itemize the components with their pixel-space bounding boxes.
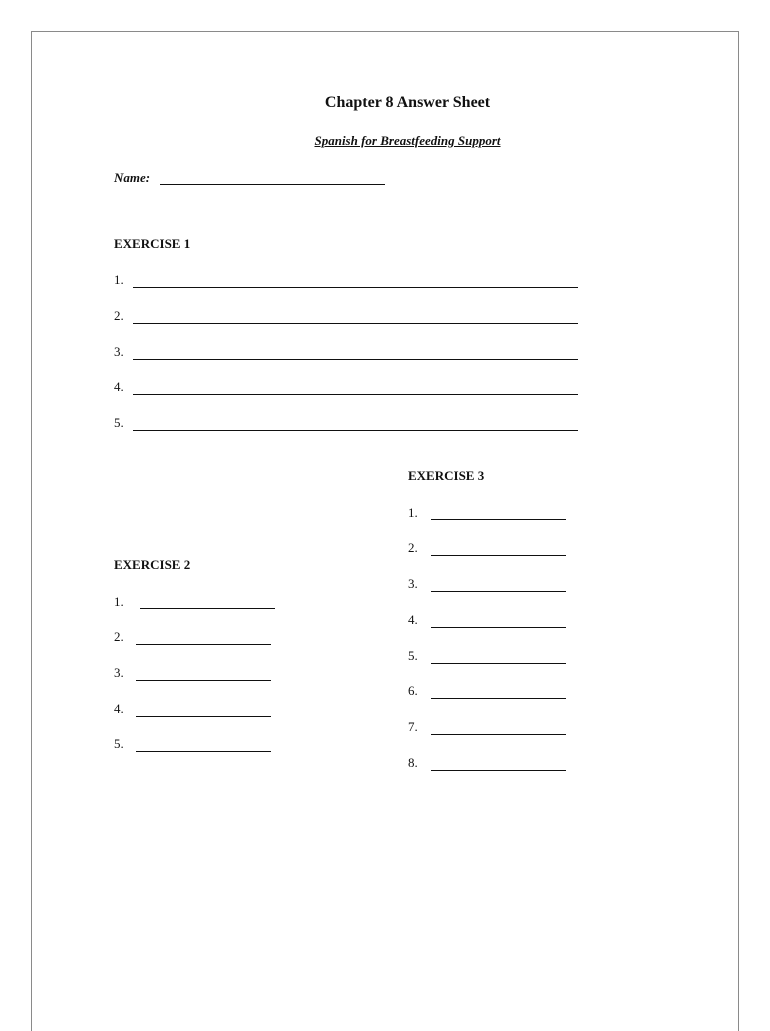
exercise-3-answer-line[interactable] xyxy=(431,627,566,628)
exercise-3-item-number: 4. xyxy=(408,612,418,627)
exercise-3-item-number: 1. xyxy=(408,505,418,520)
exercise-3-answer-line[interactable] xyxy=(431,770,566,771)
exercise-3-item-number: 2. xyxy=(408,540,418,555)
exercise-3-answer-line[interactable] xyxy=(431,734,566,735)
exercise-3-answer-line[interactable] xyxy=(431,591,566,592)
exercise-3-item-number: 3. xyxy=(408,576,418,591)
exercise-3-item-number: 6. xyxy=(408,683,418,698)
exercise-3-heading: EXERCISE 3 xyxy=(408,468,485,483)
exercise-3-item-number: 5. xyxy=(408,648,418,663)
exercise-3-answer-line[interactable] xyxy=(431,519,566,520)
exercise-2-item-number: 5. xyxy=(114,736,124,751)
exercise-1-heading: EXERCISE 1 xyxy=(114,236,191,251)
exercise-2-item-number: 3. xyxy=(114,665,124,680)
exercise-2-heading: EXERCISE 2 xyxy=(114,557,191,572)
exercise-3-answer-line[interactable] xyxy=(431,698,566,699)
exercise-2-answer-line[interactable] xyxy=(140,608,275,609)
exercise-1-item-number: 3. xyxy=(114,344,124,359)
exercise-2-answer-line[interactable] xyxy=(136,751,271,752)
exercise-1-answer-line[interactable] xyxy=(133,430,578,431)
exercise-3-item-number: 8. xyxy=(408,755,418,770)
exercise-3-answer-line[interactable] xyxy=(431,663,566,664)
exercise-3-item-number: 7. xyxy=(408,719,418,734)
exercise-1-answer-line[interactable] xyxy=(133,359,578,360)
exercise-2-item-number: 1. xyxy=(114,594,124,609)
exercise-2-answer-line[interactable] xyxy=(136,716,271,717)
name-label: Name: xyxy=(114,170,151,185)
exercise-1-answer-line[interactable] xyxy=(133,394,578,395)
exercise-2-item-number: 4. xyxy=(114,701,124,716)
exercise-1-item-number: 4. xyxy=(114,379,124,394)
exercise-2-answer-line[interactable] xyxy=(136,644,271,645)
exercise-2-item-number: 2. xyxy=(114,629,124,644)
exercise-2-answer-line[interactable] xyxy=(136,680,271,681)
exercise-1-answer-line[interactable] xyxy=(133,323,578,324)
exercise-1-item-number: 2. xyxy=(114,308,124,323)
exercise-1-answer-line[interactable] xyxy=(133,287,578,288)
exercise-3-answer-line[interactable] xyxy=(431,555,566,556)
exercise-1-item-number: 1. xyxy=(114,272,124,287)
page-subtitle: Spanish for Breastfeeding Support xyxy=(314,133,501,148)
name-answer-line[interactable] xyxy=(160,184,385,185)
exercise-1-item-number: 5. xyxy=(114,415,124,430)
page-title: Chapter 8 Answer Sheet xyxy=(324,94,491,111)
